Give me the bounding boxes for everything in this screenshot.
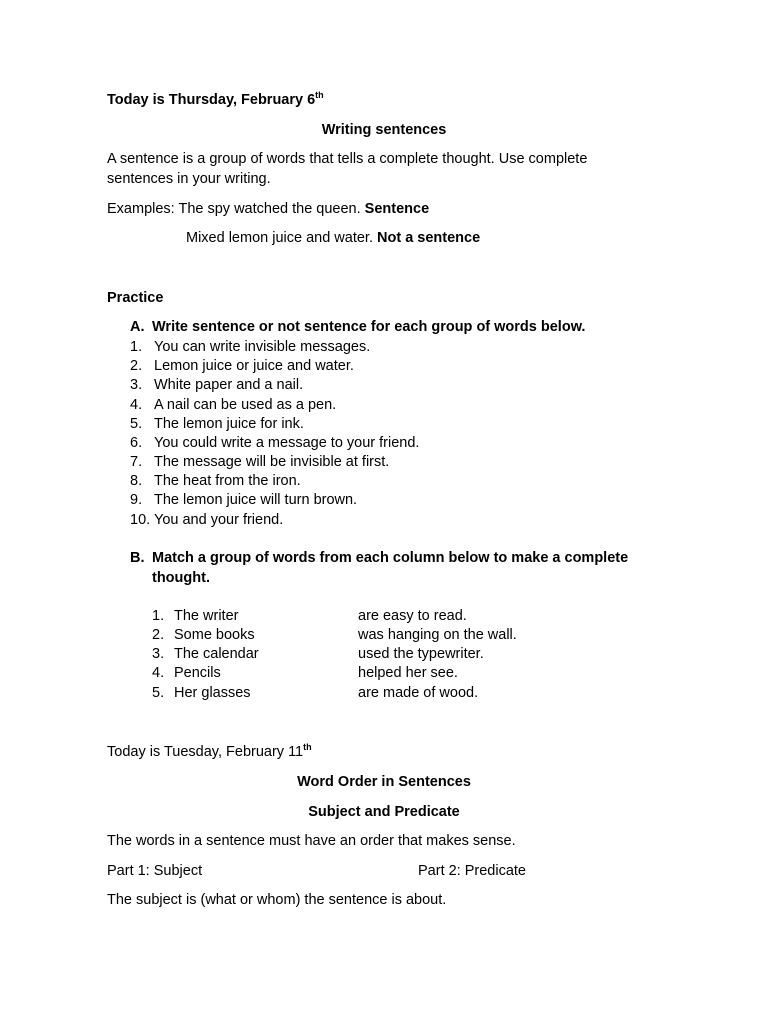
item-text: The lemon juice for ink. bbox=[154, 416, 304, 432]
item-number: 4. bbox=[130, 397, 143, 413]
item-number: 6. bbox=[130, 435, 143, 451]
part-b-instruction-line-1: Match a group of words from each column below to make a complete bbox=[152, 550, 629, 566]
part-2-label: Part 2: Predicate bbox=[418, 863, 526, 879]
part-b-letter: B. bbox=[130, 550, 145, 566]
example-sentence bbox=[107, 200, 429, 219]
table-row bbox=[152, 645, 652, 664]
item-text: A nail can be used as a pen. bbox=[154, 397, 337, 413]
part-a-letter: A. bbox=[130, 319, 145, 335]
date-suffix: th bbox=[303, 742, 312, 753]
list-item bbox=[130, 511, 690, 530]
predicate-cell: are made of wood. bbox=[358, 685, 479, 701]
definition-line-1: A sentence is a group of words that tells a complete thought. Use complete bbox=[107, 151, 588, 167]
item-number: 9. bbox=[130, 492, 143, 508]
item-number: 3. bbox=[130, 377, 143, 393]
subject-cell: Pencils bbox=[174, 665, 221, 681]
predicate-cell: are easy to read. bbox=[358, 608, 467, 624]
item-text: The message will be invisible at first. bbox=[154, 454, 390, 470]
item-number: 1. bbox=[130, 339, 143, 355]
item-text: You can write invisible messages. bbox=[154, 339, 371, 355]
item-number: 5. bbox=[130, 416, 143, 432]
table-row bbox=[152, 626, 652, 645]
subject-cell: The calendar bbox=[174, 646, 259, 662]
item-text: White paper and a nail. bbox=[154, 377, 304, 393]
table-row bbox=[152, 664, 652, 683]
subject-cell: Some books bbox=[174, 627, 255, 643]
list-item bbox=[130, 434, 690, 453]
predicate-cell: was hanging on the wall. bbox=[358, 627, 517, 643]
subject-cell: Her glasses bbox=[174, 685, 251, 701]
row-number: 3. bbox=[152, 646, 165, 662]
list-item bbox=[130, 376, 690, 395]
row-number: 4. bbox=[152, 665, 165, 681]
item-text: The heat from the iron. bbox=[154, 473, 301, 489]
date-text: Today is Tuesday, February 11 bbox=[107, 744, 304, 760]
list-item bbox=[130, 491, 690, 510]
subject-cell: The writer bbox=[174, 608, 239, 624]
list-item bbox=[130, 453, 690, 472]
word-order-text: The words in a sentence must have an order that makes sense. bbox=[107, 833, 516, 849]
row-number: 2. bbox=[152, 627, 165, 643]
row-number: 5. bbox=[152, 685, 165, 701]
example-not-sentence bbox=[186, 229, 480, 248]
practice-heading: Practice bbox=[107, 290, 164, 306]
example-text: Examples: The spy watched the queen. bbox=[107, 201, 365, 217]
row-number: 1. bbox=[152, 608, 165, 624]
table-row bbox=[152, 684, 652, 703]
item-text: Lemon juice or juice and water. bbox=[154, 358, 354, 374]
part-b-instruction-line-2: thought. bbox=[152, 570, 210, 586]
date-suffix: th bbox=[315, 90, 324, 101]
item-number: 8. bbox=[130, 473, 143, 489]
list-item bbox=[130, 396, 690, 415]
title-writing-sentences: Writing sentences bbox=[321, 122, 447, 138]
item-number: 2. bbox=[130, 358, 143, 374]
item-text: You could write a message to your friend. bbox=[154, 435, 420, 451]
list-item bbox=[130, 415, 690, 434]
subject-definition: The subject is (what or whom) the sentence is about. bbox=[107, 892, 447, 908]
predicate-cell: helped her see. bbox=[358, 665, 458, 681]
predicate-cell: used the typewriter. bbox=[358, 646, 484, 662]
date-heading-1 bbox=[107, 91, 324, 110]
part-a-instruction: Write sentence or not sentence for each group of words below. bbox=[152, 319, 586, 335]
date-heading-2 bbox=[107, 743, 312, 762]
example-text: Mixed lemon juice and water. bbox=[186, 230, 378, 246]
example-label: Not a sentence bbox=[377, 230, 481, 246]
item-text: The lemon juice will turn brown. bbox=[154, 492, 358, 508]
definition-line-2: sentences in your writing. bbox=[107, 171, 271, 187]
item-number: 7. bbox=[130, 454, 143, 470]
list-item bbox=[130, 357, 690, 376]
subtitle-subject-predicate: Subject and Predicate bbox=[308, 804, 460, 820]
example-label: Sentence bbox=[364, 201, 430, 217]
item-number: 10. bbox=[130, 512, 151, 528]
part-1-label: Part 1: Subject bbox=[107, 863, 203, 879]
date-text: Today is Thursday, February 6 bbox=[107, 92, 316, 108]
table-row bbox=[152, 607, 652, 626]
title-word-order: Word Order in Sentences bbox=[297, 774, 471, 790]
item-text: You and your friend. bbox=[154, 512, 284, 528]
list-item bbox=[130, 472, 690, 491]
list-item bbox=[130, 338, 690, 357]
